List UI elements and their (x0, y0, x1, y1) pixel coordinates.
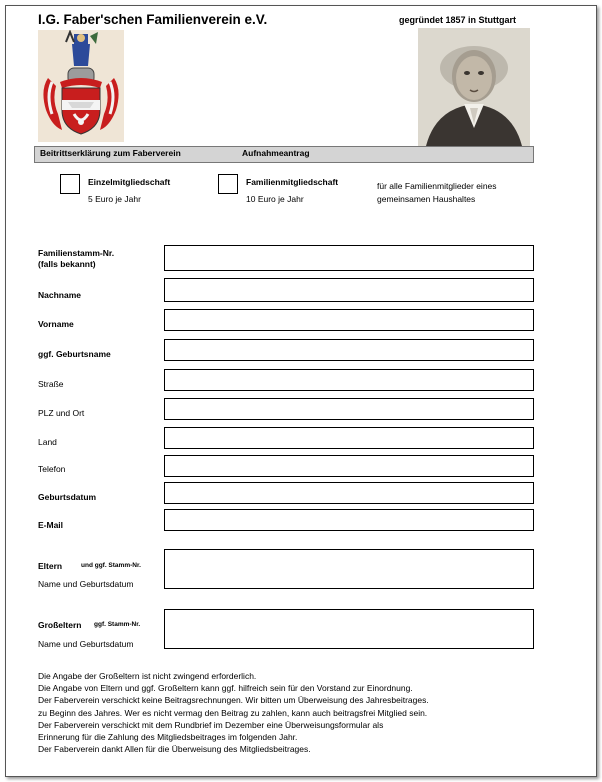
family-note-line1: für alle Familienmitglieder eines (377, 181, 497, 191)
footer-notes (38, 670, 558, 755)
geburtsname-label: ggf. Geburtsname (38, 349, 111, 359)
grosseltern-field[interactable] (164, 609, 534, 649)
eltern-label-suffix: und ggf. Stamm-Nr. (81, 562, 141, 569)
bar-subtitle: Aufnahmeantrag (242, 148, 310, 158)
nachname-label: Nachname (38, 290, 81, 300)
geburtsdatum-label: Geburtsdatum (38, 492, 97, 502)
single-membership-checkbox[interactable] (60, 174, 80, 194)
vorname-field[interactable] (164, 309, 534, 331)
grosseltern-label: Großeltern (38, 620, 82, 630)
vorname-label: Vorname (38, 319, 74, 329)
stamm-label-line2: (falls bekannt) (38, 259, 96, 269)
family-membership-price: 10 Euro je Jahr (246, 194, 304, 204)
email-field[interactable] (164, 509, 534, 531)
coat-of-arms-image (38, 30, 124, 142)
plz-field[interactable] (164, 398, 534, 420)
eltern-label: Eltern (38, 561, 63, 571)
land-label: Land (38, 437, 57, 447)
founded-label: gegründet 1857 in Stuttgart (399, 15, 517, 25)
footer-line: Der Faberverein dankt Allen für die Überweisung des Mitgliedsbeitrages. (38, 744, 311, 755)
footer-line: Die Angabe der Großeltern ist nicht zwingend erforderlich. (38, 671, 257, 681)
single-membership-label: Einzelmitgliedschaft (88, 177, 171, 187)
family-note-line2: gemeinsamen Haushaltes (377, 194, 476, 204)
strasse-field[interactable] (164, 369, 534, 391)
email-label: E-Mail (38, 520, 64, 530)
stamm-field[interactable] (164, 245, 534, 271)
footer-line: Erinnerung für die Zahlung des Mitgliedsbeitrages im folgenden Jahr. (38, 732, 298, 743)
single-membership-price: 5 Euro je Jahr (88, 194, 141, 204)
eltern-field[interactable] (164, 549, 534, 589)
form-page (5, 5, 597, 777)
stamm-label-line1: Familienstamm-Nr. (38, 248, 115, 258)
grosseltern-label-suffix: ggf. Stamm-Nr. (94, 621, 141, 628)
page-title: I.G. Faber'schen Familienverein e.V. (38, 12, 268, 27)
grosseltern-sub-label: Name und Geburtsdatum (38, 639, 134, 649)
section-bar (34, 146, 534, 163)
footer-line: Der Faberverein verschickt mit dem Rundbrief im Dezember eine Überweisungsformular als (38, 719, 384, 730)
telefon-label: Telefon (38, 464, 66, 474)
telefon-field[interactable] (164, 455, 534, 477)
nachname-field[interactable] (164, 278, 534, 302)
portrait-image (418, 28, 530, 146)
land-field[interactable] (164, 427, 534, 449)
family-membership-label: Familienmitgliedschaft (246, 177, 339, 187)
eltern-sub-label: Name und Geburtsdatum (38, 579, 134, 589)
footer-line: Der Faberverein verschickt keine Beitragsrechnungen. Wir bitten um Überweisung des Jahresbeitrages. (38, 695, 429, 706)
geburtsname-field[interactable] (164, 339, 534, 361)
plz-label: PLZ und Ort (38, 408, 85, 418)
family-membership-checkbox[interactable] (218, 174, 238, 194)
footer-line: zu Beginn des Jahres. Wer es nicht vermag den Beitrag zu zahlen, kann auch beitragsfrei Mitglied sein. (38, 707, 428, 718)
footer-line: Die Angabe von Eltern und ggf. Großeltern kann ggf. hilfreich sein für den Vorstand zur Einordnung. (38, 683, 413, 694)
geburtsdatum-field[interactable] (164, 482, 534, 504)
strasse-label: Straße (38, 379, 64, 389)
bar-title: Beitrittserklärung zum Faberverein (40, 148, 181, 158)
